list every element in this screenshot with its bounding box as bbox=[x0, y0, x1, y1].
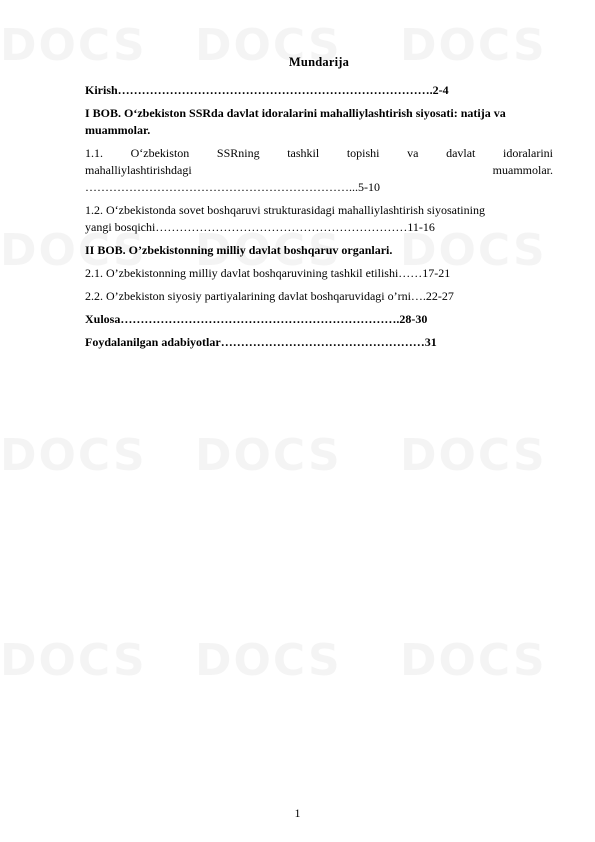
toc-entry-1-2-line1: 1.2. O‘zbekistonda sovet boshqaruvi strukturasidagi mahalliylashtirish siyosatining bbox=[85, 203, 485, 217]
toc-entry-1-2-line2: yangi bosqichi………………………………………………………11-16 bbox=[85, 220, 435, 234]
watermark-text bbox=[195, 430, 342, 481]
watermark-text bbox=[400, 635, 547, 686]
watermark-text bbox=[0, 635, 147, 686]
watermark-text bbox=[0, 430, 147, 481]
page-number: 1 bbox=[294, 806, 301, 820]
toc-entry-1-1-line2: mahalliylashtirishdagi muammolar. bbox=[85, 163, 553, 177]
table-of-contents bbox=[85, 55, 553, 357]
chapter2-heading: II BOB. O’zbekistonning milliy davlat boshqaruv organlari. bbox=[85, 243, 393, 257]
watermark-text bbox=[195, 635, 342, 686]
toc-entry-intro: Kirish…………………………………………………………………….2-4 bbox=[85, 83, 449, 97]
chapter1-heading: I BOB. O‘zbekiston SSRda davlat idoralarini mahalliylashtirish siyosati: natija va muammolar. bbox=[85, 106, 506, 137]
toc-entry-1-1-line1: 1.1. O‘zbekiston SSRning tashkil topishi va davlat idoralarini bbox=[85, 146, 553, 160]
toc-title: Mundarija bbox=[288, 55, 350, 69]
toc-entry-1-1 bbox=[85, 145, 553, 196]
toc-entry-1-2 bbox=[85, 202, 553, 236]
toc-entry-2-2: 2.2. O’zbekiston siyosiy partiyalarining davlat boshqaruvidagi o’rni….22-27 bbox=[85, 289, 454, 303]
watermark-text bbox=[400, 430, 547, 481]
toc-entry-references: Foydalanilgan adabiyotlar……………………………………………31 bbox=[85, 335, 437, 349]
toc-entry-1-1-line3: …………………………………………………………...5-10 bbox=[85, 180, 380, 194]
toc-entry-2-1: 2.1. O’zbekistonning milliy davlat boshqaruvining tashkil etilishi……17-21 bbox=[85, 266, 451, 280]
toc-entry-conclusion: Xulosa…………………………………………………………….28-30 bbox=[85, 312, 428, 326]
